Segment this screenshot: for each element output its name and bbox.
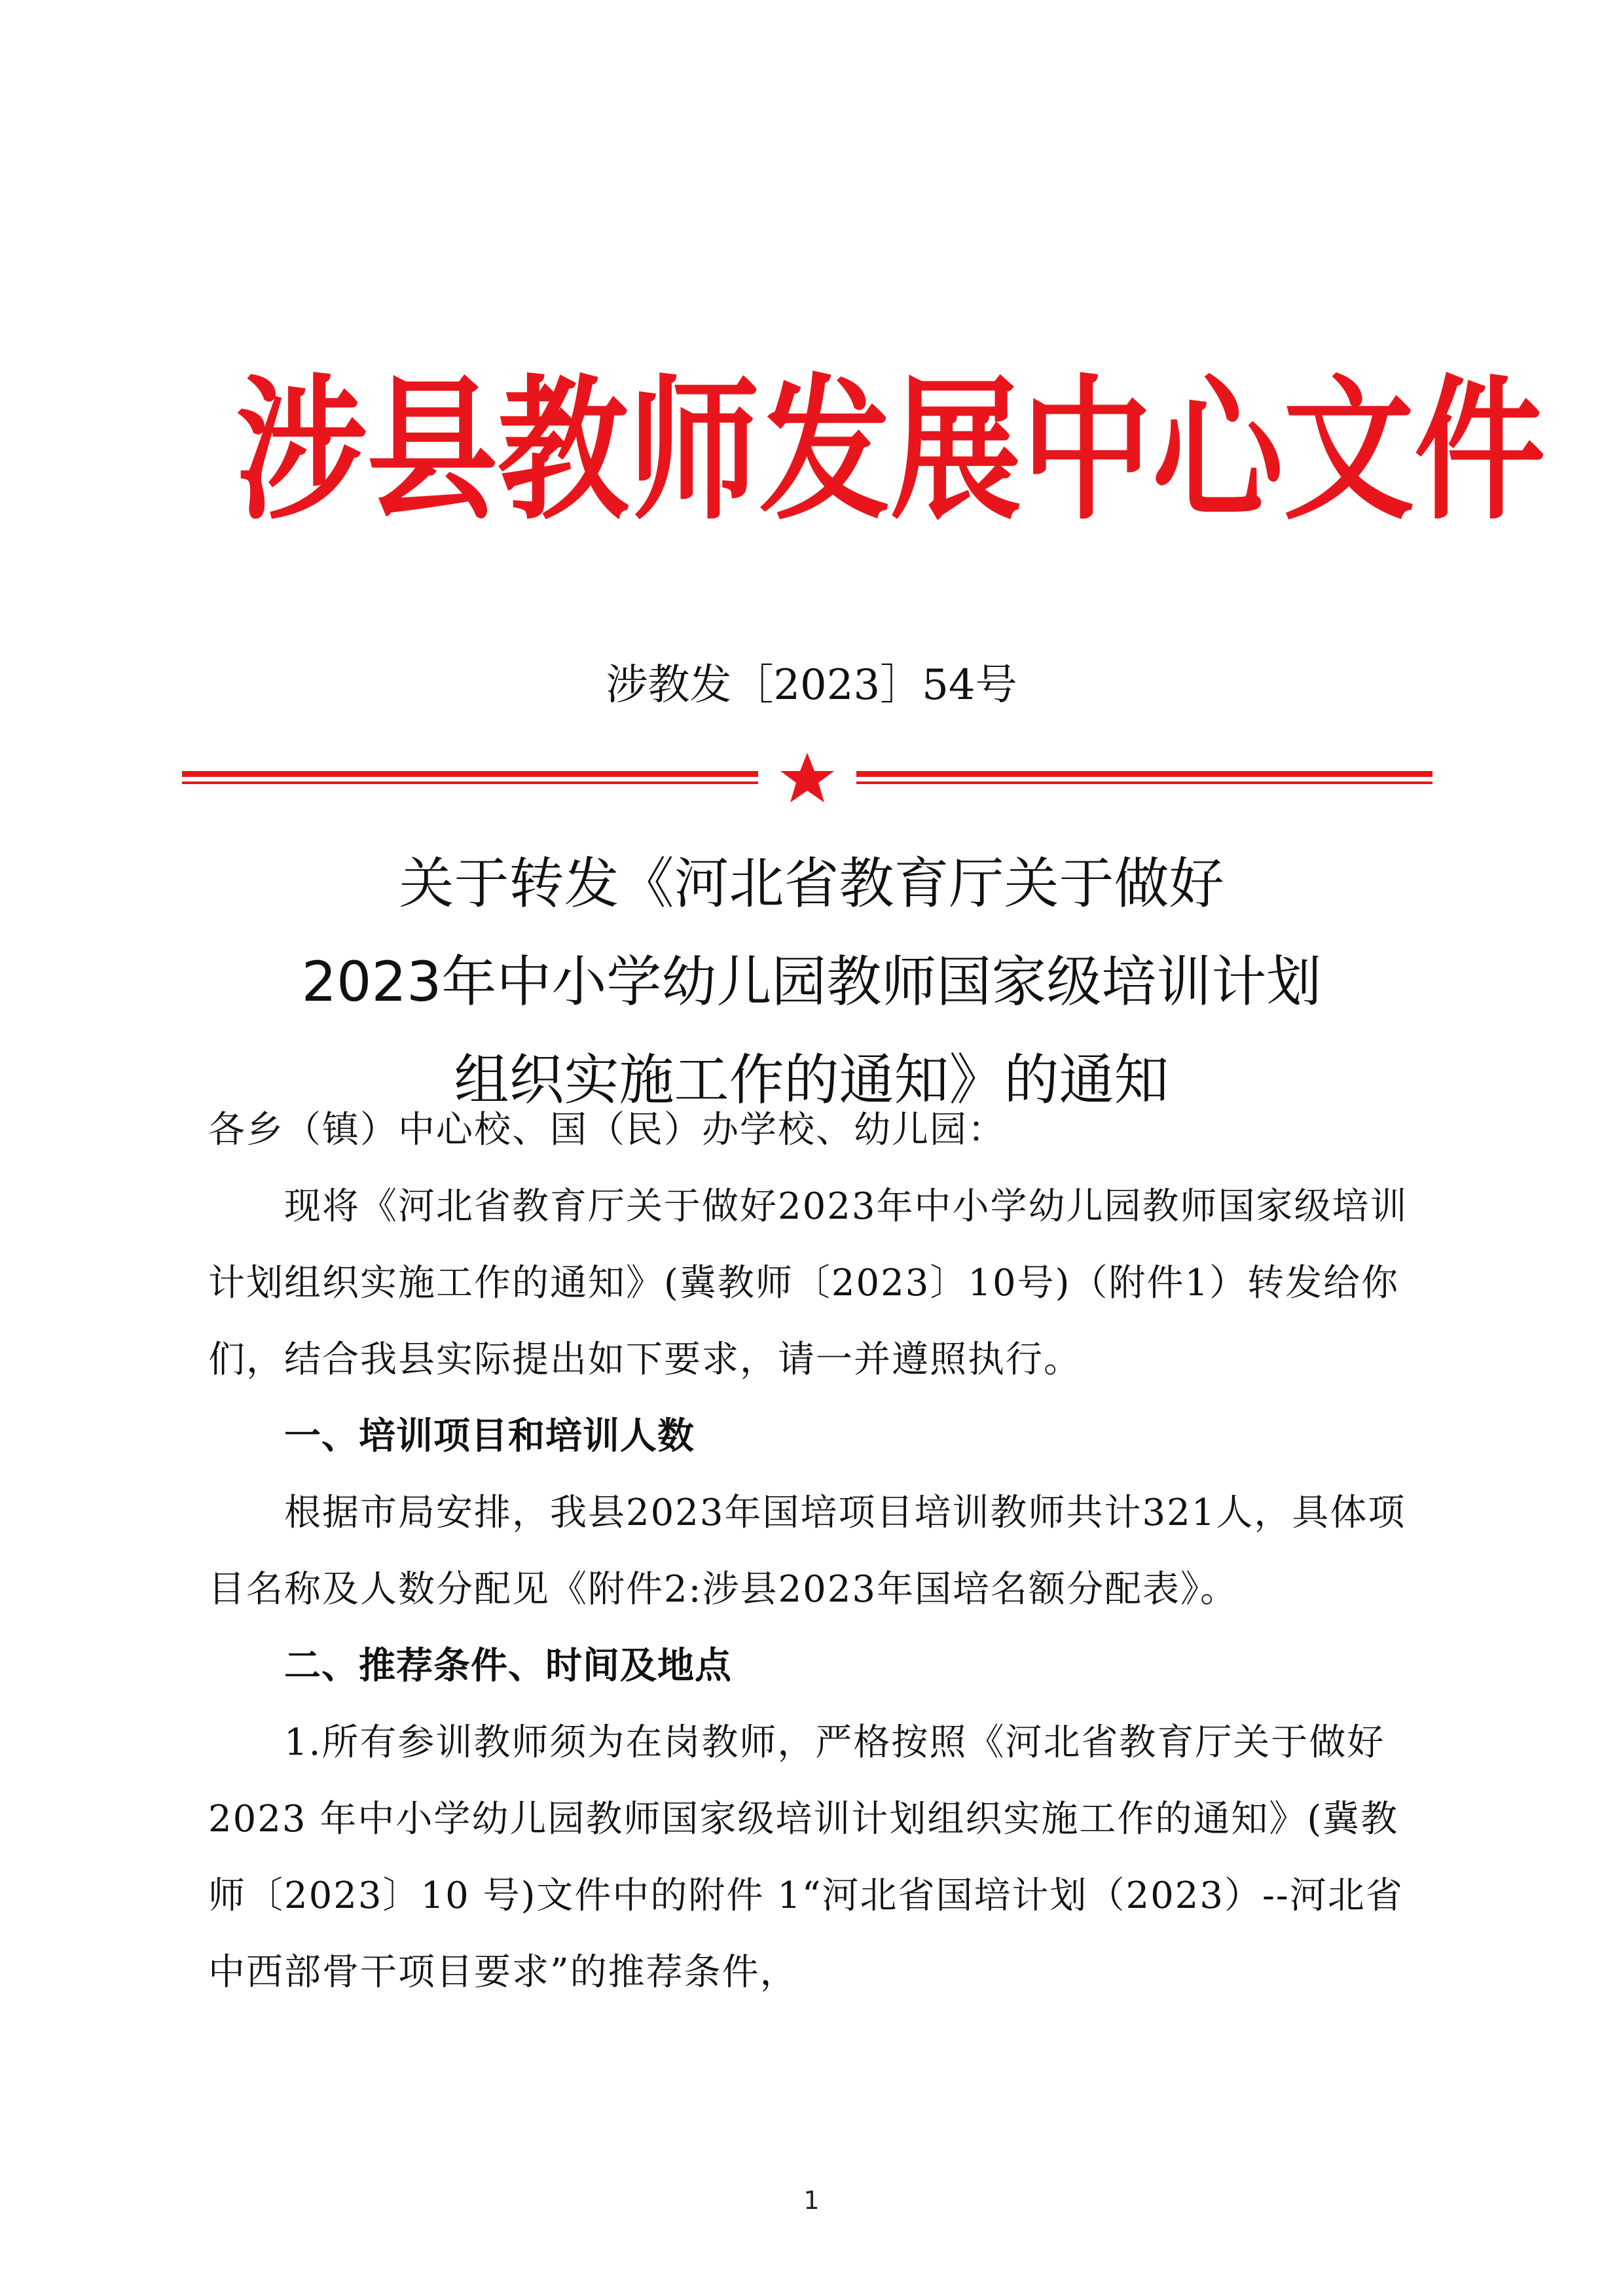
- title-line-2: 2023年中小学幼儿园教师国家级培训计划: [301, 950, 1322, 1014]
- section-1-heading: 一、培训项目和培训人数: [284, 1415, 695, 1458]
- star-icon: [780, 753, 834, 802]
- intro-paragraph: 现将《河北省教育厅关于做好2023年中小学幼儿园教师国家级培训计划组织实施工作的通知》(冀教师〔2023〕10号)（附件1）转发给你们，结合我县实际提出如下要求，请一并遵照执行。: [208, 1185, 1408, 1381]
- divider-left-thick-line: [182, 771, 758, 777]
- masthead-char: 件: [1414, 361, 1546, 541]
- masthead-char: 涉: [236, 361, 367, 541]
- title-line-3: 组织实施工作的通知》的通知: [454, 1048, 1169, 1112]
- masthead-char: 文: [1283, 361, 1415, 541]
- red-divider: [182, 753, 1432, 805]
- document-title: [0, 834, 1623, 1129]
- title-line-1: 关于转发《河北省教育厅关于做好: [399, 852, 1224, 916]
- masthead-title: [236, 351, 1546, 552]
- masthead-char: 中: [1021, 361, 1153, 541]
- divider-left-thin-line: [182, 781, 758, 784]
- section-2-item-1: 1.所有参训教师须为在岗教师，严格按照《河北省教育厅关于做好 2023 年中小学幼儿园教师国家级培训计划组织实施工作的通知》(冀教师〔2023〕10 号)文件中的附件 1“河北省国培计划（2023）--河北省中西部骨干项目要求”的推荐条件，: [208, 1721, 1404, 1994]
- masthead-char: 心: [1152, 361, 1284, 541]
- document-body: [208, 1092, 1432, 2011]
- page-number: 1: [803, 2186, 820, 2215]
- masthead-char: 县: [367, 361, 498, 541]
- salutation: 各乡（镇）中心校、国（民）办学校、幼儿园：: [208, 1109, 1006, 1151]
- document-number: 涉教发［2023］54号: [606, 661, 1017, 709]
- divider-right-thin-line: [856, 781, 1432, 784]
- masthead-char: 教: [498, 361, 629, 541]
- divider-right-thick-line: [856, 771, 1432, 777]
- masthead-char: 发: [759, 361, 891, 541]
- section-1-paragraph: 根据市局安排，我县2023年国培项目培训教师共计321人，具体项目名称及人数分配见《附件2:涉县2023年国培名额分配表》。: [208, 1492, 1406, 1611]
- section-2-heading: 二、推荐条件、时间及地点: [284, 1645, 732, 1687]
- masthead-char: 师: [629, 361, 760, 541]
- masthead-char: 展: [890, 361, 1022, 541]
